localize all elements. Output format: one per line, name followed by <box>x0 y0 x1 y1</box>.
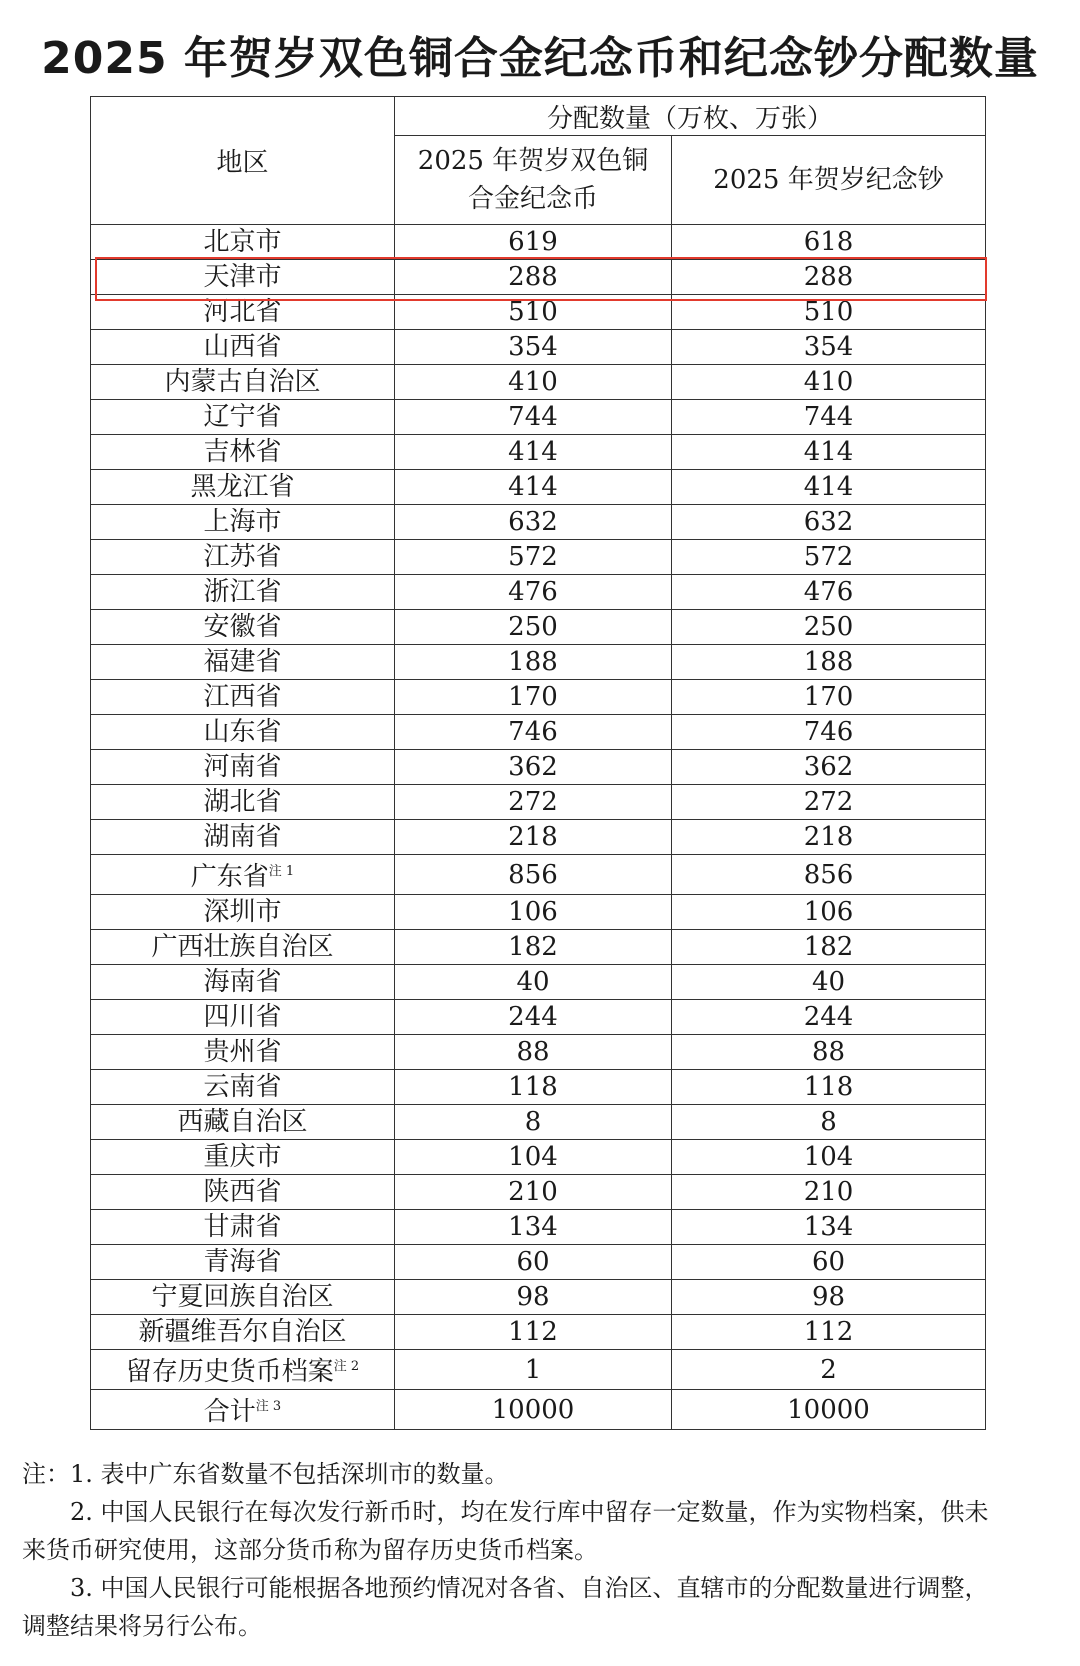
cell-region <box>91 540 395 575</box>
cell-region <box>91 1245 395 1280</box>
region-name: 安徽省 <box>203 612 282 642</box>
cell-region <box>91 575 395 610</box>
region-name: 重庆市 <box>203 1142 282 1172</box>
region-name: 天津市 <box>203 262 282 292</box>
cell-coin-quantity: 10000 <box>395 1390 672 1430</box>
cell-coin-quantity: 572 <box>395 540 672 575</box>
table-row <box>91 225 986 260</box>
footnote-marker: 注 2 <box>333 1359 360 1374</box>
region-name: 黑龙江省 <box>190 472 295 502</box>
cell-banknote-quantity: 210 <box>672 1175 986 1210</box>
cell-banknote-quantity: 572 <box>672 540 986 575</box>
cell-region <box>91 645 395 680</box>
cell-region <box>91 470 395 505</box>
table-row <box>91 1210 986 1245</box>
cell-banknote-quantity: 60 <box>672 1245 986 1280</box>
table-row <box>91 610 986 645</box>
cell-coin-quantity: 510 <box>395 295 672 330</box>
region-name: 云南省 <box>203 1072 282 1102</box>
cell-banknote-quantity: 2 <box>672 1350 986 1390</box>
region-name: 留存历史货币档案 <box>125 1357 334 1387</box>
cell-coin-quantity: 170 <box>395 680 672 715</box>
cell-region <box>91 855 395 895</box>
cell-coin-quantity: 60 <box>395 1245 672 1280</box>
cell-banknote-quantity: 112 <box>672 1315 986 1350</box>
footnote-marker: 注 3 <box>255 1399 282 1414</box>
cell-banknote-quantity: 856 <box>672 855 986 895</box>
cell-coin-quantity: 218 <box>395 820 672 855</box>
cell-coin-quantity: 354 <box>395 330 672 365</box>
cell-region <box>91 785 395 820</box>
cell-coin-quantity: 8 <box>395 1105 672 1140</box>
region-name: 西藏自治区 <box>177 1107 308 1137</box>
cell-banknote-quantity: 414 <box>672 470 986 505</box>
cell-coin-quantity: 98 <box>395 1280 672 1315</box>
table-row <box>91 295 986 330</box>
cell-banknote-quantity: 410 <box>672 365 986 400</box>
region-name: 江西省 <box>203 682 282 712</box>
cell-region <box>91 1280 395 1315</box>
cell-region <box>91 1315 395 1350</box>
cell-region <box>91 260 395 295</box>
region-name: 甘肃省 <box>203 1212 282 1242</box>
table-row <box>91 930 986 965</box>
region-name: 河南省 <box>203 752 282 782</box>
cell-region <box>91 930 395 965</box>
cell-coin-quantity: 288 <box>395 260 672 295</box>
cell-region <box>91 1035 395 1070</box>
cell-banknote-quantity: 182 <box>672 930 986 965</box>
region-name: 贵州省 <box>203 1037 282 1067</box>
region-name: 上海市 <box>203 507 282 537</box>
cell-region <box>91 1350 395 1390</box>
region-name: 浙江省 <box>203 577 282 607</box>
table-row <box>91 1105 986 1140</box>
header-coin-line1: 2025 年贺岁双色铜 <box>417 146 649 176</box>
table-row <box>91 575 986 610</box>
table-row <box>91 1070 986 1105</box>
table-row <box>91 965 986 1000</box>
table-row <box>91 505 986 540</box>
header-allocation-quantity: 分配数量（万枚、万张） <box>395 97 986 136</box>
table-row <box>91 680 986 715</box>
cell-coin-quantity: 104 <box>395 1140 672 1175</box>
table-row <box>91 1390 986 1430</box>
cell-region <box>91 1175 395 1210</box>
cell-banknote-quantity: 746 <box>672 715 986 750</box>
cell-region <box>91 1070 395 1105</box>
region-name: 河北省 <box>203 297 282 327</box>
region-name: 福建省 <box>203 647 282 677</box>
cell-region <box>91 750 395 785</box>
cell-coin-quantity: 410 <box>395 365 672 400</box>
cell-region <box>91 610 395 645</box>
table-row <box>91 260 986 295</box>
cell-coin-quantity: 244 <box>395 1000 672 1035</box>
cell-coin-quantity: 476 <box>395 575 672 610</box>
header-coin-line2: 合金纪念币 <box>467 184 598 214</box>
region-name: 内蒙古自治区 <box>164 367 321 397</box>
table-row <box>91 330 986 365</box>
region-name: 深圳市 <box>203 897 282 927</box>
table-row <box>91 1280 986 1315</box>
table-row <box>91 715 986 750</box>
cell-banknote-quantity: 288 <box>672 260 986 295</box>
region-name: 湖南省 <box>203 822 282 852</box>
table-row <box>91 1035 986 1070</box>
footnote-marker: 注 1 <box>268 864 295 879</box>
cell-banknote-quantity: 354 <box>672 330 986 365</box>
cell-region <box>91 680 395 715</box>
region-name: 山东省 <box>203 717 282 747</box>
table-row <box>91 470 986 505</box>
cell-coin-quantity: 632 <box>395 505 672 540</box>
cell-region <box>91 715 395 750</box>
cell-banknote-quantity: 118 <box>672 1070 986 1105</box>
cell-region <box>91 1210 395 1245</box>
cell-coin-quantity: 118 <box>395 1070 672 1105</box>
table-row <box>91 1315 986 1350</box>
cell-region <box>91 820 395 855</box>
cell-coin-quantity: 40 <box>395 965 672 1000</box>
table-row <box>91 785 986 820</box>
table-row <box>91 435 986 470</box>
region-name: 合计 <box>203 1397 256 1427</box>
cell-banknote-quantity: 744 <box>672 400 986 435</box>
table-body <box>91 225 986 1430</box>
cell-banknote-quantity: 134 <box>672 1210 986 1245</box>
table-row <box>91 645 986 680</box>
cell-coin-quantity: 414 <box>395 470 672 505</box>
allocation-table <box>90 96 986 1430</box>
table-row <box>91 855 986 895</box>
cell-banknote-quantity: 272 <box>672 785 986 820</box>
table-row <box>91 1175 986 1210</box>
region-name: 吉林省 <box>203 437 282 467</box>
cell-banknote-quantity: 188 <box>672 645 986 680</box>
region-name: 广西壮族自治区 <box>151 932 334 962</box>
cell-region <box>91 435 395 470</box>
table-row <box>91 895 986 930</box>
cell-coin-quantity: 619 <box>395 225 672 260</box>
cell-banknote-quantity: 632 <box>672 505 986 540</box>
cell-banknote-quantity: 244 <box>672 1000 986 1035</box>
region-name: 新疆维吾尔自治区 <box>138 1317 347 1347</box>
cell-coin-quantity: 210 <box>395 1175 672 1210</box>
cell-banknote-quantity: 40 <box>672 965 986 1000</box>
cell-banknote-quantity: 104 <box>672 1140 986 1175</box>
cell-banknote-quantity: 362 <box>672 750 986 785</box>
region-name: 辽宁省 <box>203 402 282 432</box>
cell-region <box>91 505 395 540</box>
cell-region <box>91 895 395 930</box>
cell-banknote-quantity: 170 <box>672 680 986 715</box>
cell-banknote-quantity: 10000 <box>672 1390 986 1430</box>
cell-coin-quantity: 746 <box>395 715 672 750</box>
cell-coin-quantity: 182 <box>395 930 672 965</box>
region-name: 青海省 <box>203 1247 282 1277</box>
cell-region <box>91 365 395 400</box>
region-name: 广东省 <box>190 862 269 892</box>
table-row <box>91 540 986 575</box>
cell-coin-quantity: 106 <box>395 895 672 930</box>
cell-coin-quantity: 362 <box>395 750 672 785</box>
table-row <box>91 400 986 435</box>
footnote-2-line1: 2. 中国人民银行在每次发行新币时，均在发行库中留存一定数量，作为实物档案，供未 <box>70 1498 989 1526</box>
cell-coin-quantity: 414 <box>395 435 672 470</box>
header-banknote: 2025 年贺岁纪念钞 <box>672 136 986 225</box>
cell-banknote-quantity: 476 <box>672 575 986 610</box>
page-title: 2025 年贺岁双色铜合金纪念币和纪念钞分配数量 <box>41 33 1039 84</box>
table-row <box>91 1140 986 1175</box>
footnotes <box>22 1455 1062 1645</box>
cell-region <box>91 1105 395 1140</box>
cell-banknote-quantity: 510 <box>672 295 986 330</box>
table-row <box>91 1350 986 1390</box>
cell-coin-quantity: 88 <box>395 1035 672 1070</box>
region-name: 山西省 <box>203 332 282 362</box>
cell-region <box>91 400 395 435</box>
cell-region <box>91 225 395 260</box>
table-row <box>91 750 986 785</box>
cell-coin-quantity: 856 <box>395 855 672 895</box>
cell-banknote-quantity: 88 <box>672 1035 986 1070</box>
cell-coin-quantity: 1 <box>395 1350 672 1390</box>
cell-banknote-quantity: 414 <box>672 435 986 470</box>
region-name: 海南省 <box>203 967 282 997</box>
region-name: 宁夏回族自治区 <box>151 1282 334 1312</box>
region-name: 江苏省 <box>203 542 282 572</box>
cell-region <box>91 1140 395 1175</box>
cell-coin-quantity: 272 <box>395 785 672 820</box>
cell-banknote-quantity: 250 <box>672 610 986 645</box>
region-name: 北京市 <box>203 227 282 257</box>
table-row <box>91 820 986 855</box>
cell-banknote-quantity: 98 <box>672 1280 986 1315</box>
footnote-3-line2: 调整结果将另行公布。 <box>22 1612 262 1640</box>
footnote-1: 注：1. 表中广东省数量不包括深圳市的数量。 <box>22 1460 509 1488</box>
header-region: 地区 <box>91 97 395 225</box>
cell-banknote-quantity: 106 <box>672 895 986 930</box>
header-coin <box>395 136 672 225</box>
cell-coin-quantity: 134 <box>395 1210 672 1245</box>
cell-region <box>91 1000 395 1035</box>
table-row <box>91 1245 986 1280</box>
cell-coin-quantity: 188 <box>395 645 672 680</box>
cell-region <box>91 330 395 365</box>
cell-coin-quantity: 250 <box>395 610 672 645</box>
region-name: 湖北省 <box>203 787 282 817</box>
region-name: 陕西省 <box>203 1177 282 1207</box>
footnote-2-line2: 来货币研究使用，这部分货币称为留存历史货币档案。 <box>22 1536 598 1564</box>
table-row <box>91 1000 986 1035</box>
cell-region <box>91 1390 395 1430</box>
footnote-3-line1: 3. 中国人民银行可能根据各地预约情况对各省、自治区、直辖市的分配数量进行调整， <box>70 1574 989 1602</box>
table-row <box>91 365 986 400</box>
cell-banknote-quantity: 618 <box>672 225 986 260</box>
cell-region <box>91 965 395 1000</box>
cell-banknote-quantity: 8 <box>672 1105 986 1140</box>
cell-coin-quantity: 112 <box>395 1315 672 1350</box>
cell-coin-quantity: 744 <box>395 400 672 435</box>
region-name: 四川省 <box>203 1002 282 1032</box>
cell-banknote-quantity: 218 <box>672 820 986 855</box>
cell-region <box>91 295 395 330</box>
